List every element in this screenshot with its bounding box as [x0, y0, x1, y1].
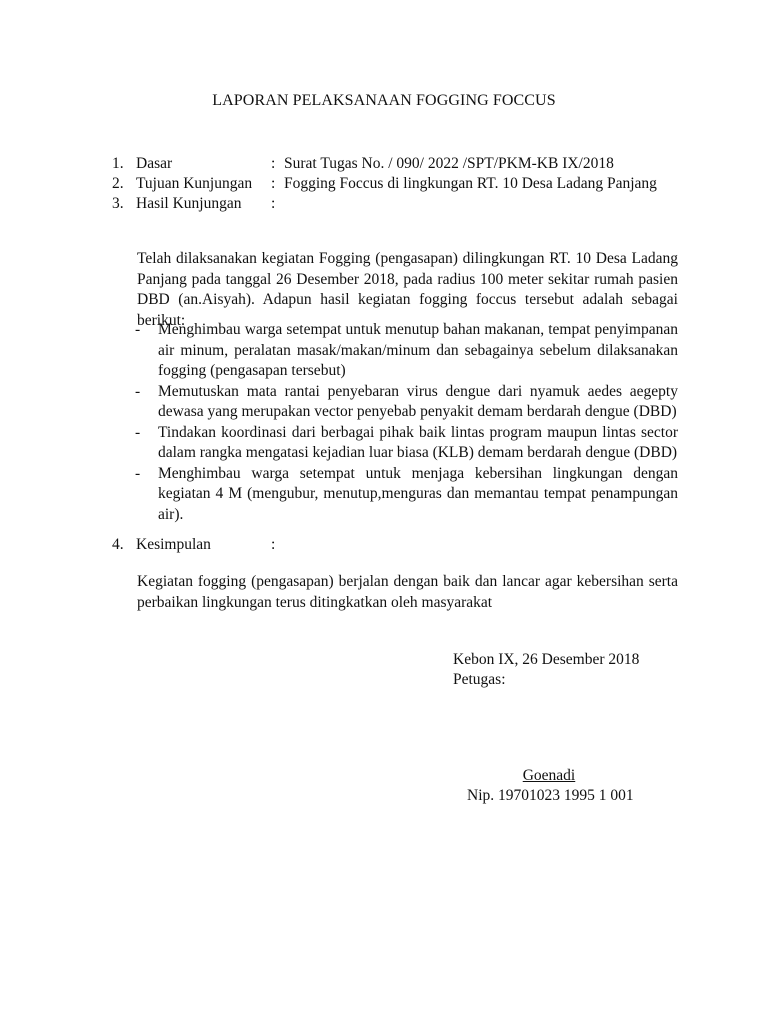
list-item: [135, 382, 678, 423]
signature-nip: Nip. 19701023 1995 1 001: [467, 787, 634, 804]
list-item: [135, 423, 678, 464]
list-item: [135, 464, 678, 526]
bullet-dash: -: [135, 464, 141, 482]
intro-paragraph: Telah dilaksanakan kegiatan Fogging (pengasapan) dilingkungan RT. 10 Desa Ladang Panjang pada tanggal 26 Desember 2018, pada radius 100 meter sekitar rumah pasien DBD (an.Aisyah). Adapun hasil kegiatan fogging foccus tersebut adalah sebagai berikut:: [137, 250, 678, 329]
info-number: 4.: [112, 536, 124, 553]
info-colon: :: [271, 155, 276, 172]
info-label: Dasar: [136, 155, 173, 172]
info-value: Fogging Foccus di lingkungan RT. 10 Desa Ladang Panjang: [284, 175, 657, 192]
list-item: [135, 320, 678, 382]
list-item-text: Tindakan koordinasi dari berbagai pihak baik lintas program maupun lintas sector dalam rangka mengatasi kejadian luar biasa (KLB) demam berdarah dengue (DBD): [158, 423, 678, 461]
signature-place-date: Kebon IX, 26 Desember 2018: [453, 651, 640, 668]
info-colon: :: [271, 175, 276, 192]
bullet-dash: -: [135, 423, 141, 441]
result-list: [135, 320, 678, 525]
info-value: Surat Tugas No. / 090/ 2022 /SPT/PKM-KB IX/2018: [284, 155, 614, 172]
conclusion-paragraph: Kegiatan fogging (pengasapan) berjalan dengan baik dan lancar agar kebersihan serta perbaikan lingkungan terus ditingkatkan oleh masyarakat: [137, 573, 678, 611]
list-item-text: Menghimbau warga setempat untuk menutup bahan makanan, tempat penyimpanan air minum, peralatan masak/makan/minum dan sebagainya sebelum dilaksanakan fogging (pengasapan tersebut): [158, 321, 678, 379]
info-label: Tujuan Kunjungan: [136, 175, 253, 192]
info-colon: :: [271, 536, 276, 553]
info-label: Hasil Kunjungan: [136, 195, 242, 212]
document-title: LAPORAN PELAKSANAAN FOGGING FOCCUS: [212, 92, 556, 109]
info-number: 1.: [112, 155, 124, 172]
list-item-text: Menghimbau warga setempat untuk menjaga kebersihan lingkungan dengan kegiatan 4 M (mengubur, menutup,menguras dan memantau tempat penampungan air).: [158, 464, 678, 523]
info-number: 3.: [112, 195, 124, 212]
list-item-text: Memutuskan mata rantai penyebaran virus dengue dari nyamuk aedes aegepty dewasa yang merupakan vector penyebab penyakit demam berdarah dengue (DBD): [158, 382, 678, 420]
bullet-dash: -: [135, 321, 141, 338]
info-label: Kesimpulan: [136, 536, 211, 553]
bullet-dash: -: [135, 382, 141, 400]
signature-name: Goenadi: [522, 767, 576, 784]
signature-role: Petugas:: [453, 671, 506, 688]
info-colon: :: [271, 195, 276, 212]
info-number: 2.: [112, 175, 124, 192]
